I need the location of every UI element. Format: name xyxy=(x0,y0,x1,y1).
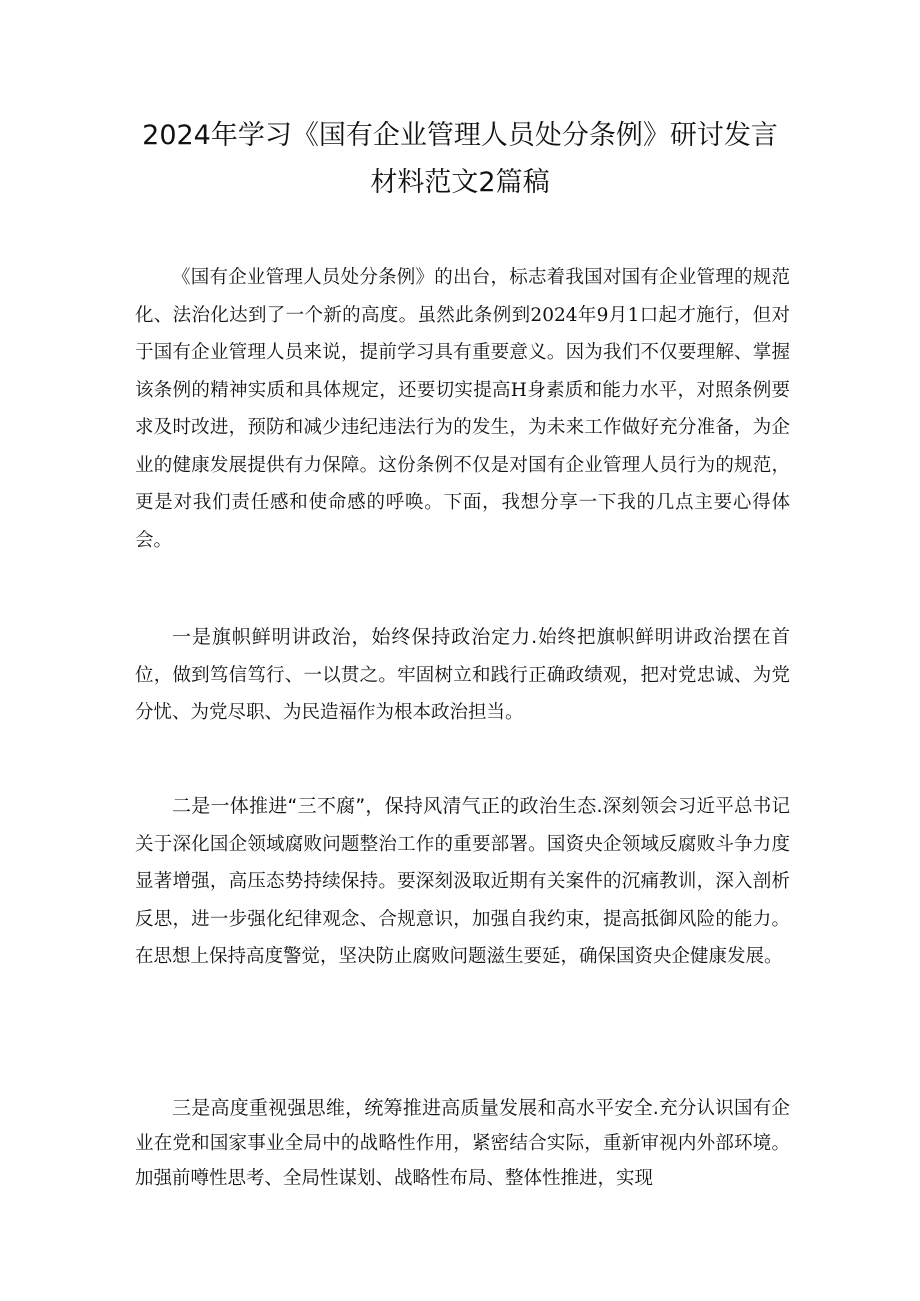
document-title xyxy=(60,112,860,206)
point-three-paragraph xyxy=(135,1091,790,1196)
point-two-heading: 二是一体推进“三不腐”，保持风清气正的政治生态. xyxy=(172,795,603,817)
point-one-paragraph xyxy=(135,619,790,732)
point-two-paragraph xyxy=(135,788,790,976)
title-line-1: 2024年学习《国有企业管理人员处分条例》研讨发言 xyxy=(142,120,778,151)
intro-paragraph: 《国有企业管理人员处分条例》的出台，标志着我国对国有企业管理的规范化、法治化达到了一个新的高度。虽然此条例到2024年9月1口起才施行，但对于国有企业管理人员来说，提前学习具有重要意义。因为我们不仅要理解、掌握该条例的精神实质和具体规定，还要切实提高H身素质和能力水平，对照条例要求及时改进，预防和减少违纪违法行为的发生，为未来工作做好充分准备，为企业的健康发展提供有力保障。这份条例不仅是对国有企业管理人员行为的规范，更是对我们责任感和使命感的呼唤。下面，我想分享一下我的几点主要心得体会。 xyxy=(135,267,790,551)
point-one-heading: 一是旗帜鲜明讲政治，始终保持政治定力. xyxy=(172,626,538,648)
point-three-heading: 三是高度重视强思维，统筹推进高质量发展和高水平安全. xyxy=(172,1097,659,1119)
point-one-body: 始终把旗帜鲜明讲政治摆在首位，做到笃信笃行、一以贯之。牢固树立和践行正确政绩观，把对党忠诚、为党分忧、为党尽职、为民造福作为根本政治担当。 xyxy=(135,627,790,723)
point-two-body: 深刻领会习近平总书记关于深化国企领域腐败问题整治工作的重要部署。国资央企领域反腐败斗争力度显著增强，高压态势持续保持。要深刻汲取近期有关案件的沉痛教训，深入剖析反思，进一步强化纪律观念、合规意识，加强自我约束，提高抵御风险的能力。在思想上保持高度警觉，坚决防止腐败问题滋生要延，确保国资央企健康发展。 xyxy=(135,796,790,967)
title-line-2: 材料范文2篇稿 xyxy=(370,167,550,198)
point-three-body: 充分认识国有企业在党和国家事业全局中的战略性作用，紧密结合实际，重新审视内外部环境。加强前噂性思考、全局性谋划、战略性布局、整体性推进，实现 xyxy=(135,1098,790,1189)
